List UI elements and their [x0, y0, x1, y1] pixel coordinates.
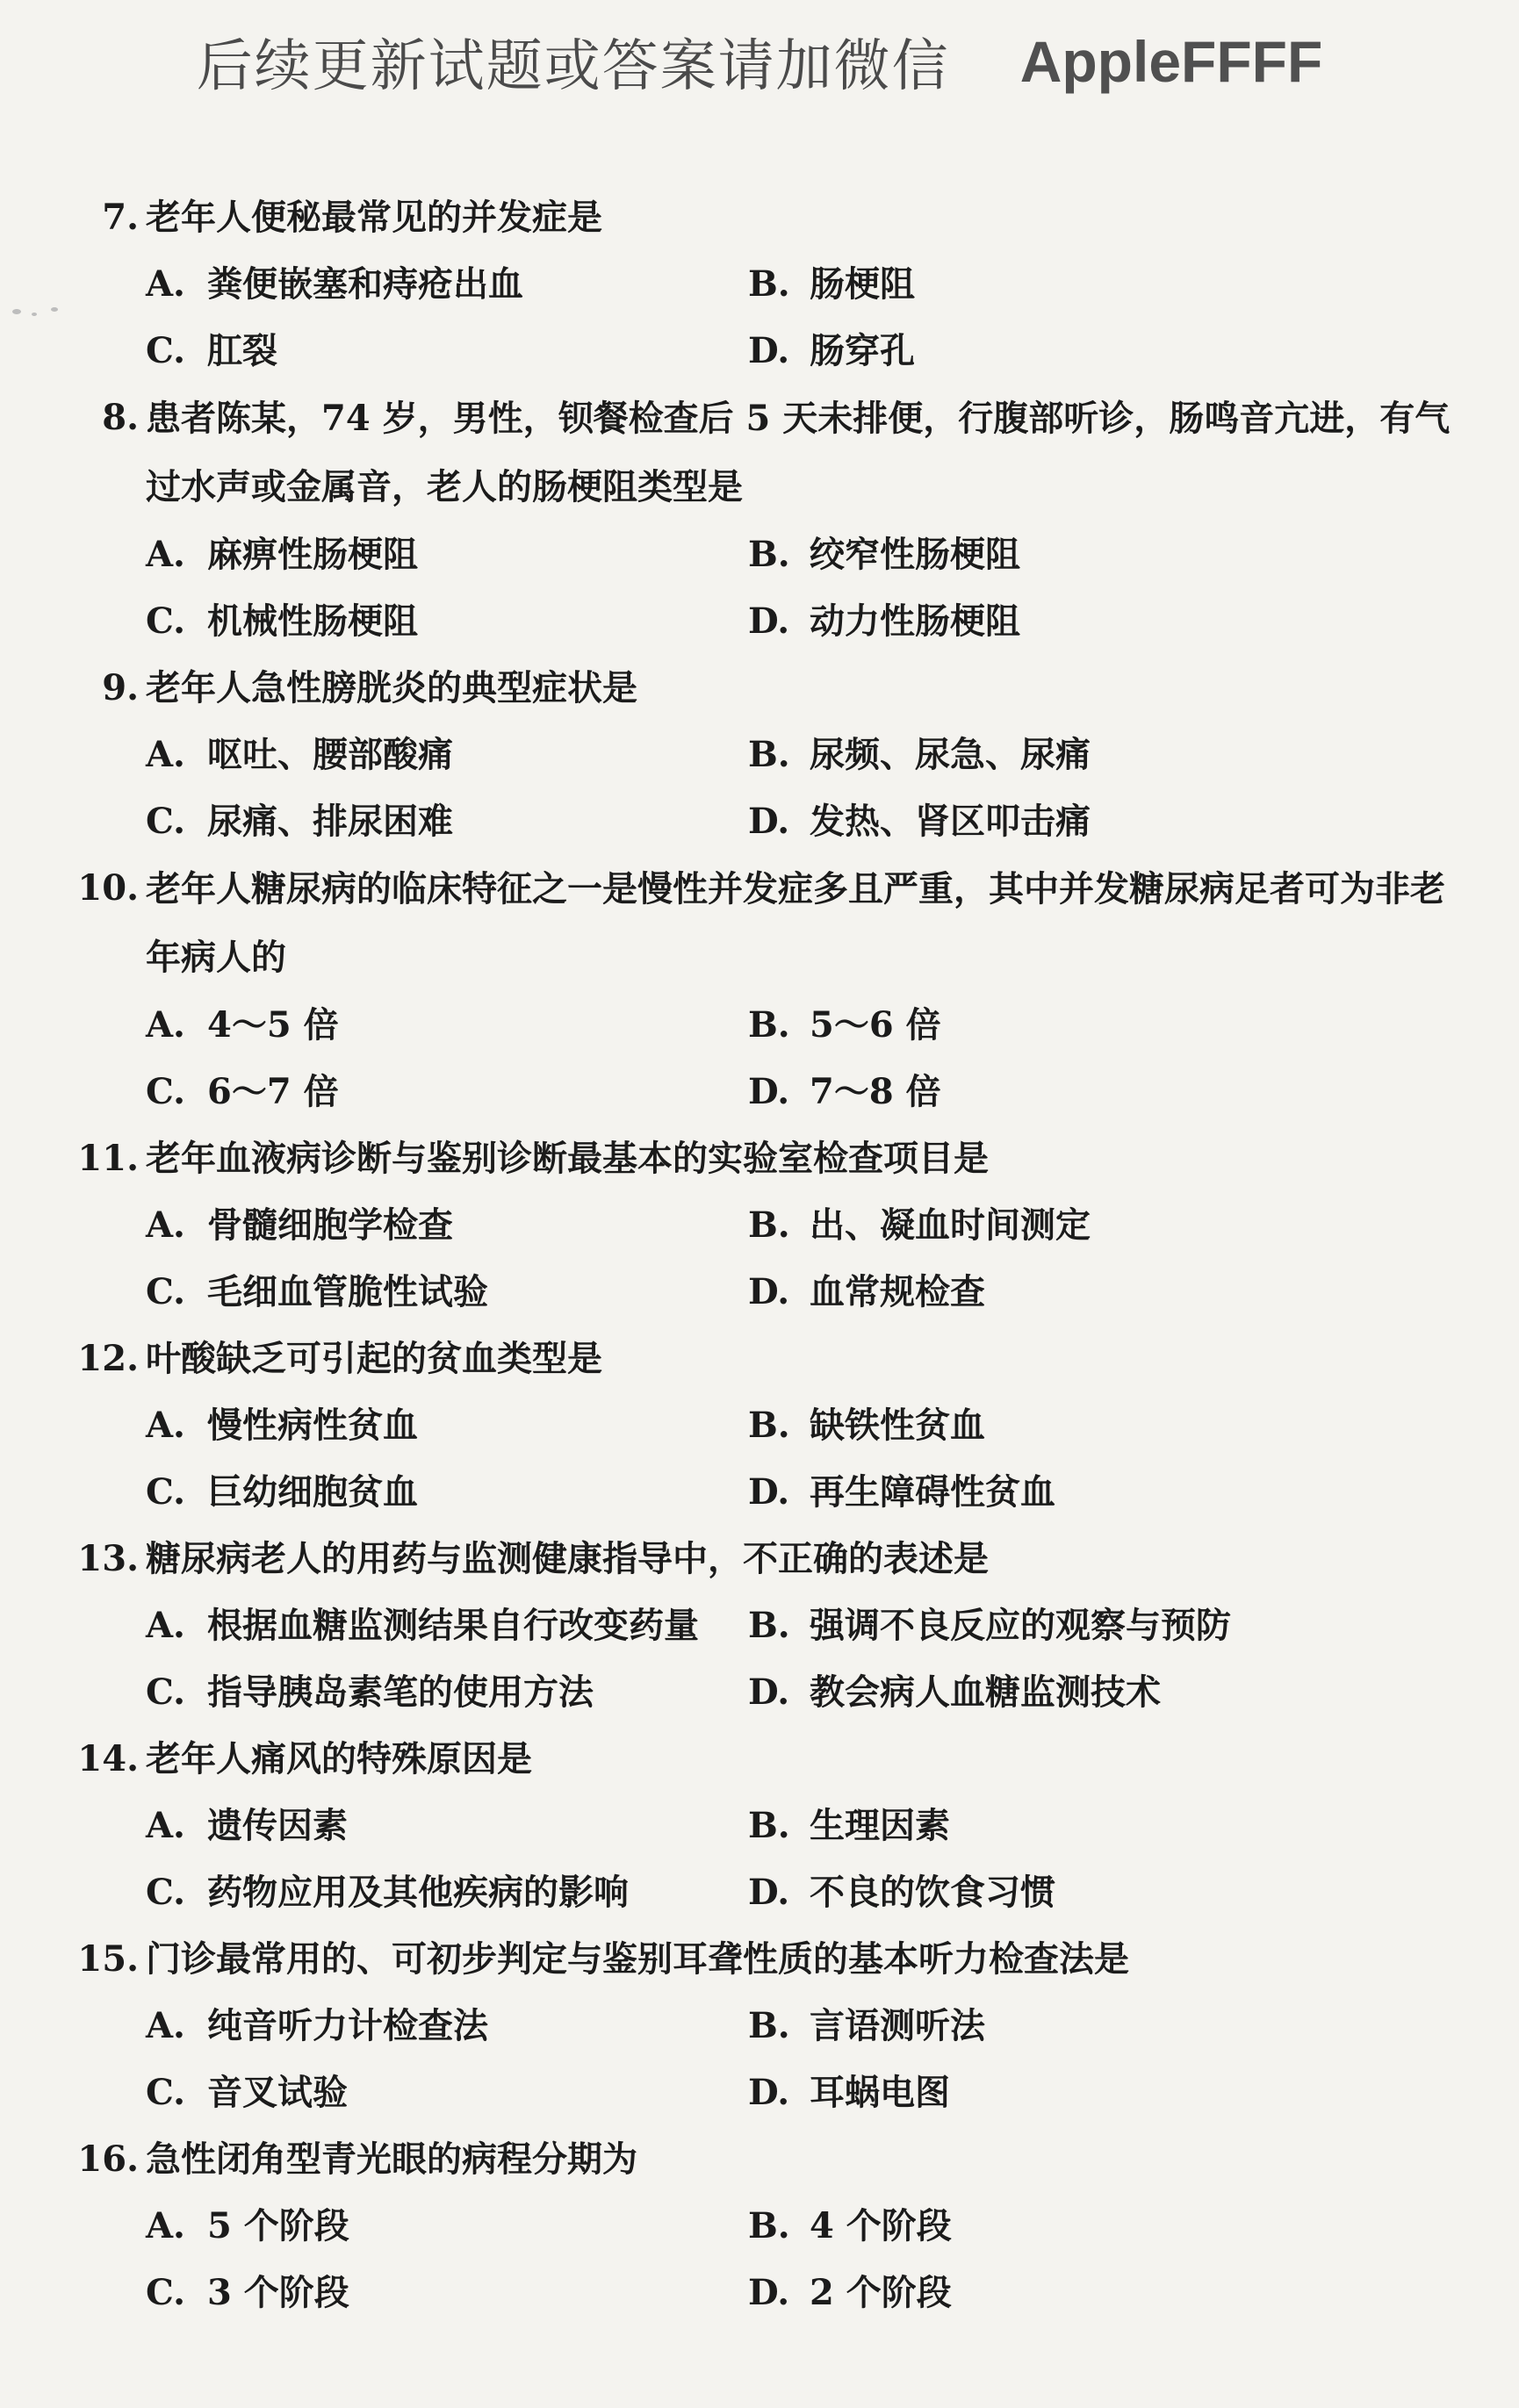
option-text: 纯音听力计检查法 — [207, 2005, 488, 2046]
option-text: 音叉试验 — [207, 2072, 348, 2113]
option-letter: A. — [146, 1405, 185, 1446]
options-grid — [70, 251, 1466, 385]
question-16 — [70, 2126, 1466, 2326]
option-text: 教会病人血糖监测技术 — [810, 1671, 1161, 1713]
option-letter: A. — [146, 1805, 185, 1846]
option-text: 耳蜗电图 — [810, 2072, 950, 2113]
option-text: 4 个阶段 — [810, 2205, 952, 2246]
option-c — [146, 1259, 748, 1326]
question-10 — [70, 855, 1466, 1125]
option-letter: C. — [146, 600, 186, 642]
question-number: 8. — [102, 397, 139, 438]
banner-text: 后续更新试题或答案请加微信 — [196, 34, 950, 99]
option-letter: C. — [146, 2072, 186, 2113]
option-text: 肠穿孔 — [810, 330, 915, 371]
option-text: 言语测听法 — [810, 2005, 985, 2046]
option-letter: B. — [748, 2005, 790, 2046]
question-stem-line — [70, 855, 1466, 992]
question-8 — [70, 385, 1466, 655]
option-letter: D. — [748, 330, 790, 371]
options-grid — [70, 1192, 1466, 1326]
option-text: 根据血糖监测结果自行改变药量 — [207, 1605, 699, 1646]
option-letter: B. — [748, 1204, 790, 1246]
option-text: 骨髓细胞学检查 — [207, 1204, 453, 1246]
option-d — [748, 1259, 1363, 1326]
question-stem: 老年血液病诊断与鉴别诊断最基本的实验室检查项目是 — [146, 1138, 989, 1179]
options-grid — [70, 1592, 1466, 1726]
question-stem: 患者陈某，74 岁，男性，钡餐检查后 5 天未排便，行腹部听诊，肠鸣音亢进，有气过水声或金属音，老人的肠梗阻类型是 — [146, 398, 1451, 507]
option-d — [748, 1059, 1363, 1125]
option-c — [146, 788, 748, 855]
option-text: 强调不良反应的观察与预防 — [810, 1605, 1231, 1646]
option-text: 出、凝血时间测定 — [810, 1204, 1091, 1246]
option-b — [748, 2193, 1363, 2260]
question-stem: 老年人痛风的特殊原因是 — [146, 1738, 532, 1779]
option-a — [146, 1993, 748, 2059]
option-letter: A. — [146, 534, 185, 575]
option-text: 尿痛、排尿困难 — [207, 801, 453, 842]
option-a — [146, 251, 748, 318]
option-letter: D. — [748, 1872, 790, 1913]
option-text: 尿频、尿急、尿痛 — [810, 734, 1091, 775]
question-number: 16. — [77, 2138, 139, 2180]
question-stem: 糖尿病老人的用药与监测健康指导中，不正确的表述是 — [146, 1538, 989, 1579]
option-d — [748, 788, 1363, 855]
option-letter: A. — [146, 263, 185, 305]
options-grid — [70, 521, 1466, 655]
option-text: 3 个阶段 — [207, 2272, 349, 2313]
option-a — [146, 1793, 748, 1859]
option-letter: C. — [146, 2272, 186, 2313]
question-13 — [70, 1526, 1466, 1726]
question-stem-line — [70, 655, 1466, 722]
option-text: 指导胰岛素笔的使用方法 — [207, 1671, 594, 1713]
option-text: 5～6 倍 — [810, 1004, 941, 1046]
question-12 — [70, 1326, 1466, 1526]
option-text: 2 个阶段 — [810, 2272, 952, 2313]
options-grid — [70, 722, 1466, 855]
option-letter: B. — [748, 534, 790, 575]
option-text: 肠梗阻 — [810, 263, 915, 305]
option-c — [146, 318, 748, 385]
question-stem: 叶酸缺乏可引起的贫血类型是 — [146, 1338, 602, 1379]
option-text: 绞窄性肠梗阻 — [810, 534, 1020, 575]
option-letter: C. — [146, 330, 186, 371]
question-stem: 老年人便秘最常见的并发症是 — [146, 197, 602, 238]
option-letter: B. — [748, 1405, 790, 1446]
options-grid — [70, 992, 1466, 1125]
options-grid — [70, 1993, 1466, 2126]
option-letter: D. — [748, 1471, 790, 1513]
option-b — [748, 251, 1363, 318]
option-text: 再生障碍性贫血 — [810, 1471, 1055, 1513]
question-stem-line — [70, 2126, 1466, 2193]
question-stem-line — [70, 1326, 1466, 1392]
option-b — [748, 1993, 1363, 2059]
option-b — [748, 1192, 1363, 1259]
question-stem: 门诊最常用的、可初步判定与鉴别耳聋性质的基本听力检查法是 — [146, 1938, 1129, 1980]
option-letter: C. — [146, 801, 186, 842]
question-14 — [70, 1726, 1466, 1926]
options-grid — [70, 2193, 1466, 2326]
question-stem-line — [70, 184, 1466, 251]
question-number: 15. — [77, 1938, 139, 1980]
question-number: 7. — [102, 197, 139, 238]
option-letter: C. — [146, 1671, 186, 1713]
option-a — [146, 521, 748, 588]
option-b — [748, 992, 1363, 1059]
option-text: 呕吐、腰部酸痛 — [207, 734, 453, 775]
question-number: 11. — [77, 1138, 139, 1179]
exam-page — [70, 184, 1466, 2326]
option-text: 机械性肠梗阻 — [207, 600, 418, 642]
option-letter: D. — [748, 1271, 790, 1312]
option-d — [748, 1459, 1363, 1526]
option-d — [748, 2260, 1363, 2326]
option-text: 慢性病性贫血 — [207, 1405, 418, 1446]
option-letter: A. — [146, 734, 185, 775]
option-letter: C. — [146, 1471, 186, 1513]
question-stem: 老年人糖尿病的临床特征之一是慢性并发症多且严重，其中并发糖尿病足者可为非老年病人的 — [146, 868, 1445, 978]
option-letter: A. — [146, 2005, 185, 2046]
option-letter: B. — [748, 1605, 790, 1646]
question-number: 14. — [77, 1738, 139, 1779]
scan-speck — [32, 313, 37, 316]
option-text: 发热、肾区叩击痛 — [810, 801, 1091, 842]
option-b — [748, 1793, 1363, 1859]
option-c — [146, 1659, 748, 1726]
option-b — [748, 521, 1363, 588]
option-letter: B. — [748, 2205, 790, 2246]
option-text: 动力性肠梗阻 — [810, 600, 1020, 642]
option-letter: D. — [748, 1071, 790, 1112]
option-a — [146, 992, 748, 1059]
option-text: 缺铁性贫血 — [810, 1405, 985, 1446]
option-letter: C. — [146, 1872, 186, 1913]
option-c — [146, 2260, 748, 2326]
option-d — [748, 2059, 1363, 2126]
options-grid — [70, 1392, 1466, 1526]
option-d — [748, 588, 1363, 655]
option-letter: A. — [146, 1004, 185, 1046]
option-text: 毛细血管脆性试验 — [207, 1271, 488, 1312]
question-stem: 老年人急性膀胱炎的典型症状是 — [146, 667, 637, 708]
option-text: 6～7 倍 — [207, 1071, 339, 1112]
option-letter: D. — [748, 1671, 790, 1713]
question-stem-line — [70, 1726, 1466, 1793]
option-letter: A. — [146, 2205, 185, 2246]
option-c — [146, 1859, 748, 1926]
option-text: 不良的饮食习惯 — [810, 1872, 1055, 1913]
option-text: 麻痹性肠梗阻 — [207, 534, 418, 575]
question-15 — [70, 1926, 1466, 2126]
option-a — [146, 2193, 748, 2260]
wechat-banner — [0, 18, 1519, 105]
question-stem-line — [70, 385, 1466, 521]
question-stem: 急性闭角型青光眼的病程分期为 — [146, 2138, 637, 2180]
scan-speck — [12, 309, 21, 314]
question-stem-line — [70, 1125, 1466, 1192]
option-letter: D. — [748, 2072, 790, 2113]
question-7 — [70, 184, 1466, 385]
option-text: 4～5 倍 — [207, 1004, 339, 1046]
option-a — [146, 1592, 748, 1659]
wechat-id: AppleFFFF — [1019, 29, 1323, 94]
option-b — [748, 1592, 1363, 1659]
option-text: 肛裂 — [207, 330, 277, 371]
option-letter: D. — [748, 600, 790, 642]
scan-speck — [51, 307, 58, 312]
option-letter: D. — [748, 801, 790, 842]
option-text: 7～8 倍 — [810, 1071, 941, 1112]
question-number: 12. — [77, 1338, 139, 1379]
option-c — [146, 1459, 748, 1526]
option-a — [146, 1192, 748, 1259]
option-letter: C. — [146, 1271, 186, 1312]
option-text: 遗传因素 — [207, 1805, 348, 1846]
option-text: 生理因素 — [810, 1805, 950, 1846]
option-c — [146, 588, 748, 655]
option-letter: B. — [748, 1004, 790, 1046]
question-11 — [70, 1125, 1466, 1326]
option-d — [748, 1859, 1363, 1926]
option-b — [748, 1392, 1363, 1459]
option-letter: B. — [748, 1805, 790, 1846]
option-letter: B. — [748, 263, 790, 305]
question-stem-line — [70, 1526, 1466, 1592]
option-a — [146, 722, 748, 788]
option-c — [146, 2059, 748, 2126]
option-b — [748, 722, 1363, 788]
option-letter: A. — [146, 1204, 185, 1246]
question-stem-line — [70, 1926, 1466, 1993]
option-letter: B. — [748, 734, 790, 775]
option-text: 巨幼细胞贫血 — [207, 1471, 418, 1513]
option-d — [748, 1659, 1363, 1726]
option-text: 药物应用及其他疾病的影响 — [207, 1872, 629, 1913]
option-a — [146, 1392, 748, 1459]
question-number: 13. — [77, 1538, 139, 1579]
question-number: 9. — [102, 667, 139, 708]
option-c — [146, 1059, 748, 1125]
question-9 — [70, 655, 1466, 855]
option-letter: D. — [748, 2272, 790, 2313]
option-d — [748, 318, 1363, 385]
option-letter: A. — [146, 1605, 185, 1646]
option-text: 血常规检查 — [810, 1271, 985, 1312]
option-text: 粪便嵌塞和痔疮出血 — [207, 263, 523, 305]
option-text: 5 个阶段 — [207, 2205, 349, 2246]
option-letter: C. — [146, 1071, 186, 1112]
options-grid — [70, 1793, 1466, 1926]
question-number: 10. — [77, 867, 139, 909]
